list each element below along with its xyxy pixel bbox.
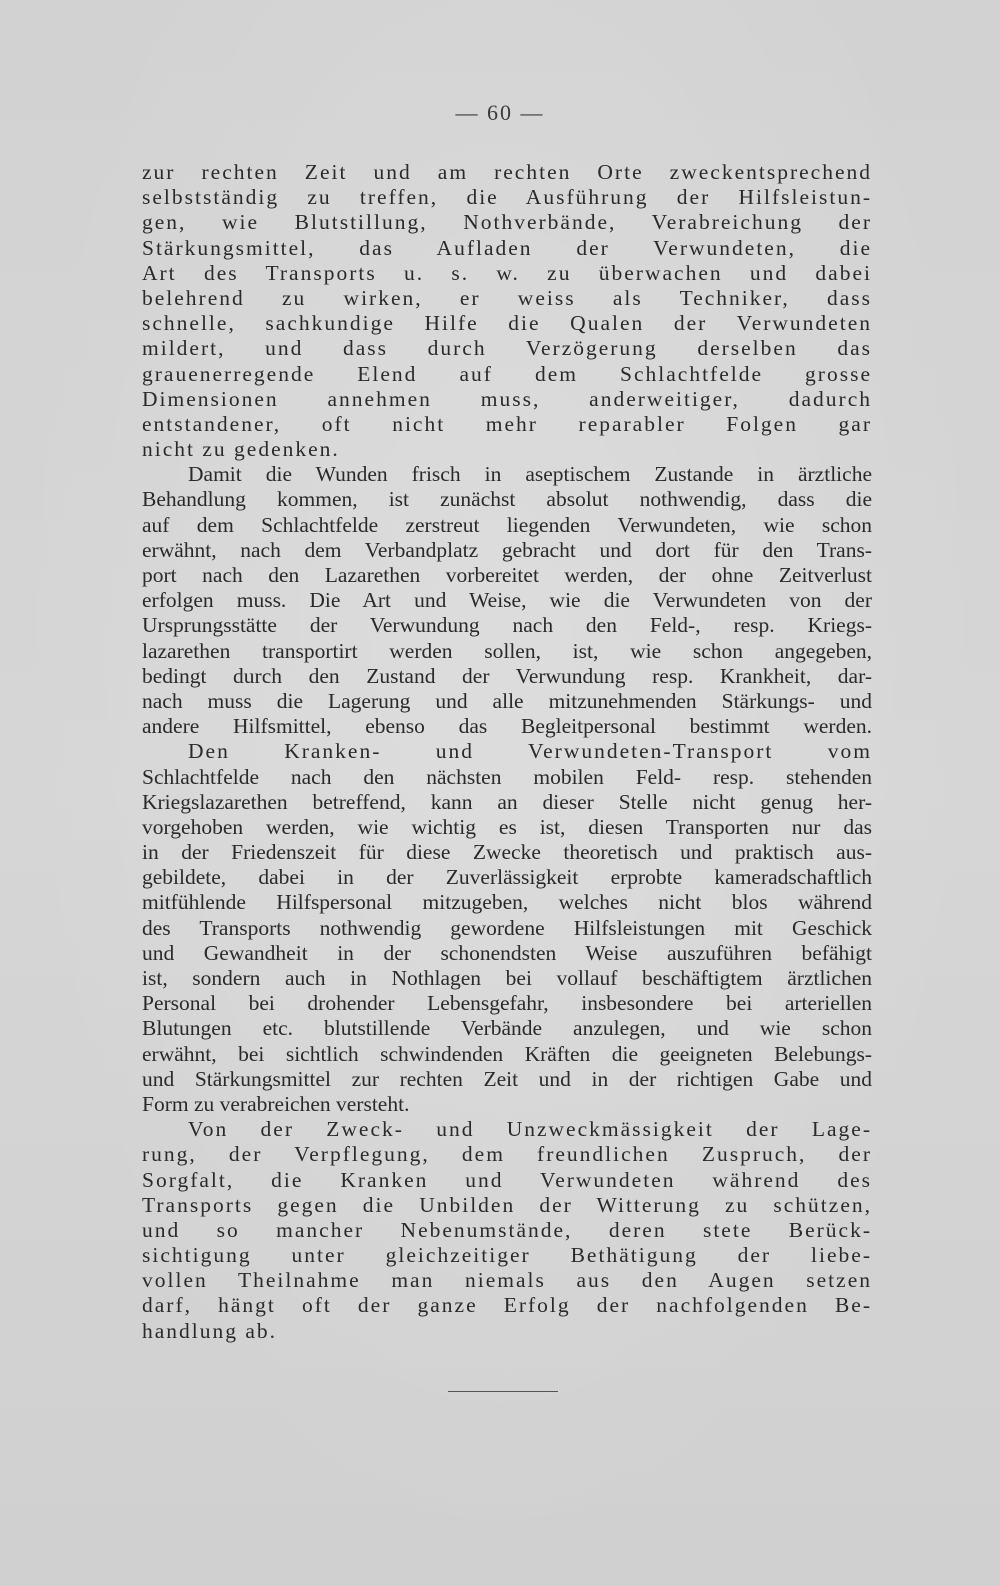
text-line: Schlachtfelde nach den nächsten mobilen Feld- resp. stehenden bbox=[142, 764, 872, 789]
text-line: entstandener, oft nicht mehr reparabler Folgen gar bbox=[142, 411, 872, 436]
text-line: Transports gegen die Unbilden der Witterung zu schützen, bbox=[142, 1192, 872, 1217]
text-line: belehrend zu wirken, er weiss als Techniker, dass bbox=[142, 285, 872, 310]
text-line: Stärkungsmittel, das Aufladen der Verwundeten, die bbox=[142, 235, 872, 260]
text-line: gebildete, dabei in der Zuverlässigkeit erprobte kameradschaftlich bbox=[142, 865, 872, 890]
text-line: Behandlung kommen, ist zunächst absolut nothwendig, dass die bbox=[142, 487, 872, 512]
text-line: erfolgen muss. Die Art und Weise, wie die Verwundeten von der bbox=[142, 588, 872, 613]
text-line: vorgehoben werden, wie wichtig es ist, diesen Transporten nur das bbox=[142, 814, 872, 839]
text-line: erwähnt, bei sichtlich schwindenden Kräften die geeigneten Belebungs- bbox=[142, 1041, 872, 1066]
text-line: grauenerregende Elend auf dem Schlachtfelde grosse bbox=[142, 361, 872, 386]
text-line: erwähnt, nach dem Verbandplatz gebracht und dort für den Trans- bbox=[142, 537, 872, 562]
text-line: zur rechten Zeit und am rechten Orte zweckentsprechend bbox=[142, 160, 872, 184]
text-line: nach muss die Lagerung und alle mitzunehmenden Stärkungs- und bbox=[142, 688, 872, 713]
text-line: Sorgfalt, die Kranken und Verwundeten während des bbox=[142, 1167, 872, 1192]
text-line: in der Friedenszeit für diese Zwecke theoretisch und praktisch aus- bbox=[142, 840, 872, 865]
text-line: ist, sondern auch in Nothlagen bei vollauf beschäftigtem ärztlichen bbox=[142, 966, 872, 990]
text-line: mildert, und dass durch Verzögerung derselben das bbox=[142, 336, 872, 361]
body-text bbox=[142, 160, 872, 1344]
text-line: Art des Transports u. s. w. zu überwachen und dabei bbox=[142, 260, 872, 285]
text-line: port nach den Lazarethen vorbereitet werden, der ohne Zeitverlust bbox=[142, 563, 872, 587]
text-line: Von der Zweck- und Unzweckmässigkeit der Lage- bbox=[188, 1117, 872, 1142]
text-line: Den Kranken- und Verwundeten-Transport vom bbox=[188, 739, 872, 764]
text-line: Ursprungsstätte der Verwundung nach den Feld-, resp. Kriegs- bbox=[142, 613, 872, 638]
text-line: sichtigung unter gleichzeitiger Bethätigung der liebe- bbox=[142, 1243, 872, 1268]
text-line: Form zu verabreichen versteht. bbox=[142, 1091, 410, 1116]
text-line: vollen Theilnahme man niemals aus den Augen setzen bbox=[142, 1268, 872, 1293]
text-line: Damit die Wunden frisch in aseptischem Zustande in ärztliche bbox=[188, 462, 872, 487]
text-line: gen, wie Blutstillung, Nothverbände, Verabreichung der bbox=[142, 210, 872, 235]
page-number: — 60 — bbox=[455, 100, 545, 125]
text-line: Kriegslazarethen betreffend, kann an dieser Stelle nicht genug her- bbox=[142, 789, 872, 814]
end-rule bbox=[448, 1391, 558, 1392]
text-line: und Stärkungsmittel zur rechten Zeit und in der richtigen Gabe und bbox=[142, 1066, 872, 1091]
text-line: Dimensionen annehmen muss, anderweitiger, dadurch bbox=[142, 386, 872, 411]
text-line: rung, der Verpflegung, dem freundlichen Zuspruch, der bbox=[142, 1142, 872, 1167]
text-line: andere Hilfsmittel, ebenso das Begleitpersonal bestimmt werden. bbox=[142, 714, 872, 739]
text-line: schnelle, sachkundige Hilfe die Qualen der Verwundeten bbox=[142, 311, 872, 336]
text-line: darf, hängt oft der ganze Erfolg der nachfolgenden Be- bbox=[142, 1293, 872, 1318]
text-line: bedingt durch den Zustand der Verwundung resp. Krankheit, dar- bbox=[142, 663, 872, 688]
text-line: Blutungen etc. blutstillende Verbände anzulegen, und wie schon bbox=[142, 1016, 872, 1041]
text-line: auf dem Schlachtfelde zerstreut liegenden Verwundeten, wie schon bbox=[142, 512, 872, 537]
text-line: lazarethen transportirt werden sollen, ist, wie schon angegeben, bbox=[142, 638, 872, 663]
text-line: und Gewandheit in der schonendsten Weise auszuführen befähigt bbox=[142, 940, 872, 965]
text-line: nicht zu gedenken. bbox=[142, 437, 340, 462]
text-line: handlung ab. bbox=[142, 1318, 278, 1343]
text-line: und so mancher Nebenumstände, deren stete Berück- bbox=[142, 1217, 872, 1242]
text-line: des Transports nothwendig gewordene Hilfsleistungen mit Geschick bbox=[142, 915, 872, 940]
text-line: mitfühlende Hilfspersonal mitzugeben, welches nicht blos während bbox=[142, 890, 872, 915]
text-line: selbstständig zu treffen, die Ausführung der Hilfsleistun- bbox=[142, 185, 872, 210]
text-line: Personal bei drohender Lebensgefahr, insbesondere bei arteriellen bbox=[142, 991, 872, 1016]
